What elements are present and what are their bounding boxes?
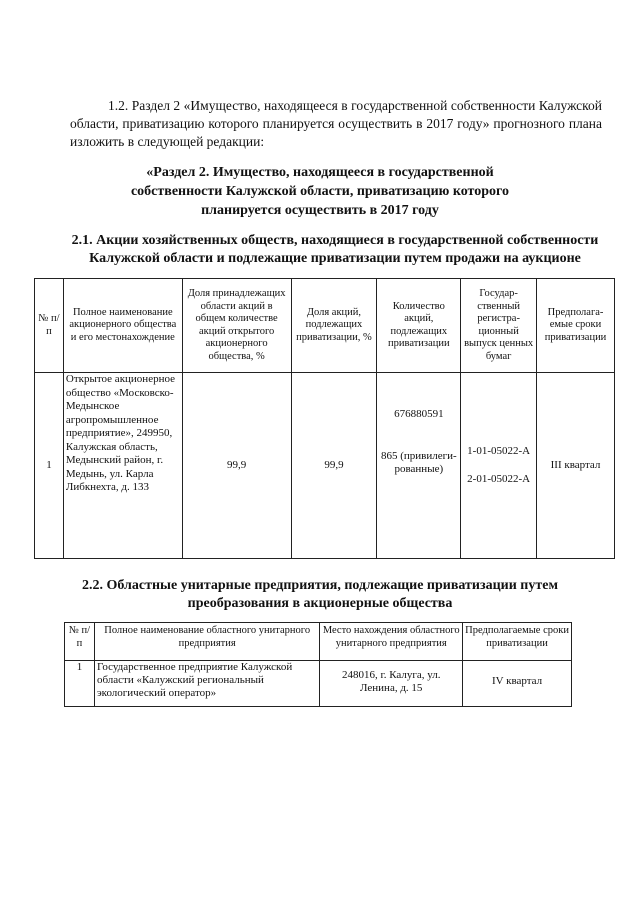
section-title-line: планируется осуществить в 2017 году (201, 203, 439, 218)
table-header-row (35, 279, 615, 373)
col-header-num: № п/п (35, 279, 64, 373)
col-header-terms: Предполага-емые сроки приватизации (537, 279, 615, 373)
enterprises-table (64, 622, 572, 707)
subsection2-title-line: преобразования в акционерные общества (187, 596, 453, 611)
reg-number-1: 1-01-05022-А (467, 445, 531, 457)
cell-priv-share: 99,9 (291, 373, 377, 559)
col-header-priv-share: Доля акций, подлежащих приватизации, % (291, 279, 377, 373)
shares-table (34, 278, 615, 559)
intro-text: 1.2. Раздел 2 «Имущество, находящееся в государственной собственности Калужской области, приватизацию которого планируется осуществить в 2017 году» прогнозного плана изложить в следующей редакции: (70, 98, 602, 149)
col-header-share: Доля принадлежащих области акций в общем количестве акций открытого акционерного общества, % (182, 279, 291, 373)
col-header-name: Полное наименование областного унитарного предприятия (94, 623, 319, 661)
table-row (65, 661, 572, 707)
col-header-name: Полное наименование акционерного общества и его местонахождение (63, 279, 182, 373)
cell-reg (461, 373, 537, 559)
col-header-qty: Количество акций, подлежащих приватизации (377, 279, 461, 373)
section-title-line: «Раздел 2. Имущество, находящееся в государственной (146, 165, 494, 180)
cell-terms: III квартал (537, 373, 615, 559)
section-title (60, 163, 580, 220)
col-header-location: Место нахождения областного унитарного предприятия (320, 623, 463, 661)
table-header-row (65, 623, 572, 661)
subsection1-title: 2.1. Акции хозяйственных обществ, находящиеся в государственной собственности Калужской области и подлежащие приватизации путем продажи на аукционе (71, 233, 599, 266)
cell-share: 99,9 (182, 373, 291, 559)
cell-name: Открытое акционерное общество «Московско-Медынское агропромышленное предприятие», 249950, Калужская область, Медынский район, г. Медынь, ул. Карла Либкнехта, д. 133 (63, 373, 182, 559)
subsection2-title-line: 2.2. Областные унитарные предприятия, подлежащие приватизации путем (82, 578, 558, 593)
table-row (35, 373, 615, 559)
intro-paragraph (70, 97, 602, 151)
cell-location: 248016, г. Калуга, ул. Ленина, д. 15 (320, 661, 463, 707)
col-header-num: № п/п (65, 623, 95, 661)
reg-number-2: 2-01-05022-А (467, 472, 531, 485)
cell-num: 1 (65, 661, 95, 707)
cell-num: 1 (35, 373, 64, 559)
subsection2-title (70, 577, 570, 613)
qty-ordinary: 676880591 (394, 408, 444, 421)
cell-name: Государственное предприятие Калужской области «Калужский региональный экологический оператор» (94, 661, 319, 707)
section-title-line: собственности Калужской области, приватизацию которого (130, 184, 510, 199)
qty-preferred: 865 (привилеги-рованные) (380, 449, 457, 476)
cell-qty (377, 373, 461, 559)
col-header-terms: Предполагаемые сроки приватизации (463, 623, 572, 661)
cell-terms: IV квартал (463, 661, 572, 707)
col-header-reg: Государ-ственный регистра-ционный выпуск ценных бумаг (461, 279, 537, 373)
